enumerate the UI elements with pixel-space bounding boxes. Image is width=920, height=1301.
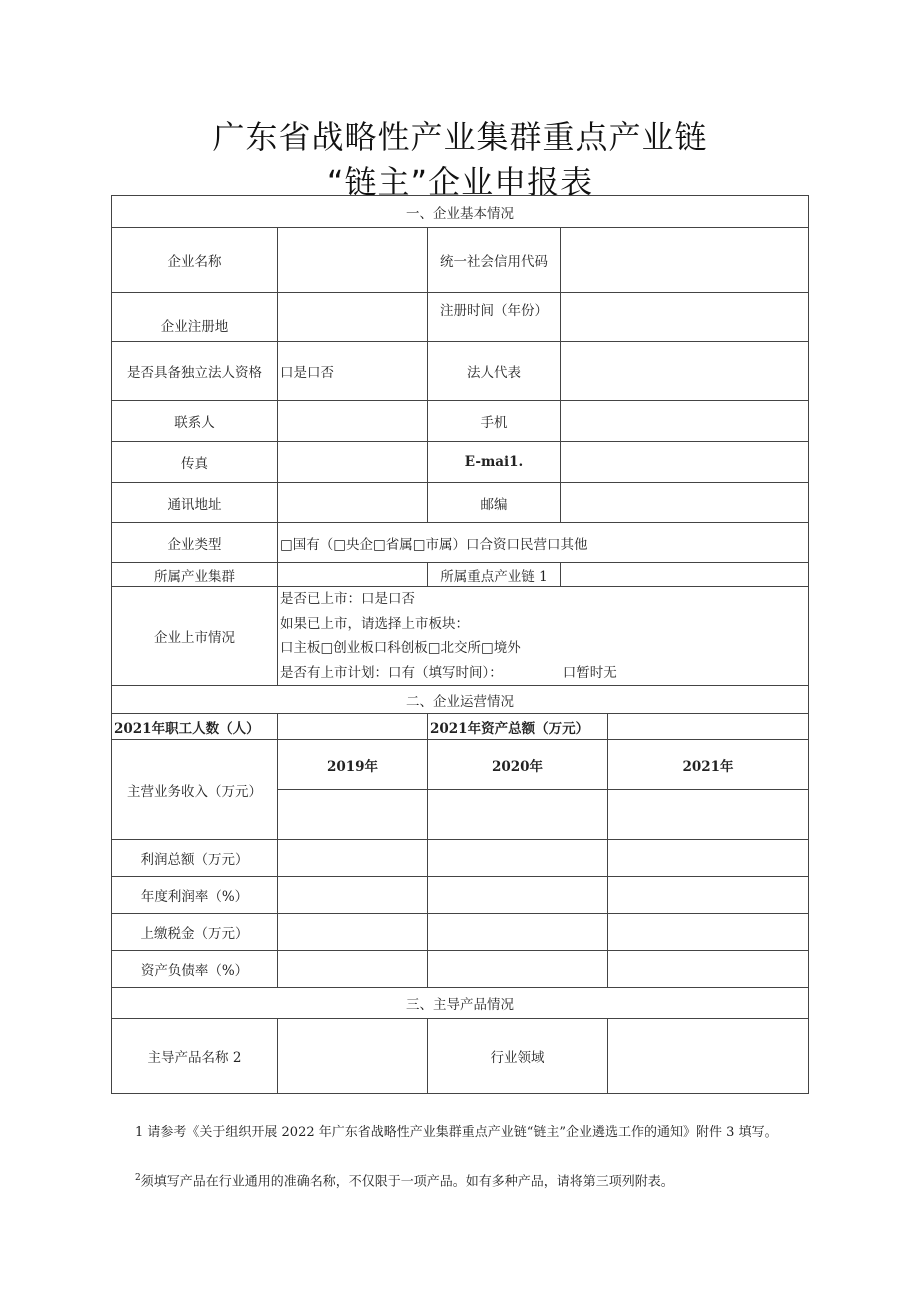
- reg-time-label: 注册时间（年份）: [428, 293, 561, 342]
- credit-code-field[interactable]: [561, 228, 809, 293]
- profit-rate-label: 年度利润率（%）: [112, 877, 278, 914]
- company-type-options[interactable]: □国有（□央企□省属□市属）口合资口民营口其他: [278, 523, 809, 563]
- footnote-2-text: 须填写产品在行业通用的准确名称，不仅限于一项产品。如有多种产品，请将第三项列附表。: [140, 1174, 674, 1190]
- profit-rate-2021-field[interactable]: [608, 877, 809, 914]
- section2-header: 二、企业运营情况: [112, 686, 809, 714]
- listing-line-2: 如果已上市，请选择上市板块：: [280, 615, 469, 632]
- footnote-2: [135, 1167, 805, 1193]
- footnote-1: 1 请参考《关于组织开展 2022 年广东省战略性产业集群重点产业链“链主”企业遴选工作的通知》附件 3 填写。: [135, 1125, 778, 1140]
- profit-2020-field[interactable]: [428, 840, 608, 877]
- company-name-label: 企业名称: [112, 228, 278, 293]
- tax-2021-field[interactable]: [608, 914, 809, 951]
- profit-2021-field[interactable]: [608, 840, 809, 877]
- tax-2019-field[interactable]: [278, 914, 428, 951]
- listing-plan-none[interactable]: 口暂时无: [562, 664, 617, 681]
- mobile-field[interactable]: [561, 401, 809, 442]
- chain-label: 所属重点产业链 1: [428, 563, 561, 587]
- tax-label: 上缴税金（万元）: [112, 914, 278, 951]
- profit-rate-2020-field[interactable]: [428, 877, 608, 914]
- profit-rate-2019-field[interactable]: [278, 877, 428, 914]
- employees-field[interactable]: [278, 714, 428, 740]
- listing-line-1[interactable]: 是否已上市：口是口否: [280, 591, 415, 607]
- legal-status-options[interactable]: 口是口否: [278, 342, 428, 401]
- year-2021: 2021年: [608, 740, 809, 790]
- listing-line-3[interactable]: 口主板□创业板口科创板□北交所□境外: [280, 640, 521, 656]
- debt-ratio-2020-field[interactable]: [428, 951, 608, 988]
- application-form-table: [111, 195, 809, 1094]
- listing-line-4[interactable]: [280, 661, 806, 686]
- legal-rep-label: 法人代表: [428, 342, 561, 401]
- revenue-2020-field[interactable]: [428, 790, 608, 840]
- assets-field[interactable]: [608, 714, 809, 740]
- industry-label: 行业领域: [428, 1019, 608, 1094]
- chain-field[interactable]: [561, 563, 809, 587]
- legal-status-label: 是否具备独立法人资格: [112, 342, 278, 401]
- profit-label: 利润总额（万元）: [112, 840, 278, 877]
- postcode-label: 邮编: [428, 483, 561, 523]
- industry-field[interactable]: [608, 1019, 809, 1094]
- listing-label: 企业上市情况: [112, 587, 278, 686]
- employees-label: 2021年职工人数（人）: [112, 714, 278, 740]
- footnote-2-mark: 2: [135, 1173, 141, 1183]
- revenue-2019-field[interactable]: [278, 790, 428, 840]
- tax-2020-field[interactable]: [428, 914, 608, 951]
- credit-code-label: 统一社会信用代码: [428, 228, 561, 293]
- reg-place-label: 企业注册地: [112, 293, 278, 342]
- section1-header: 一、企业基本情况: [112, 196, 809, 228]
- reg-time-field[interactable]: [561, 293, 809, 342]
- revenue-2021-field[interactable]: [608, 790, 809, 840]
- revenue-label: 主营业务收入（万元）: [112, 740, 278, 840]
- address-field[interactable]: [278, 483, 428, 523]
- email-label: E-mai1.: [428, 442, 561, 483]
- debt-ratio-2019-field[interactable]: [278, 951, 428, 988]
- assets-label: 2021年资产总额（万元）: [428, 714, 608, 740]
- contact-field[interactable]: [278, 401, 428, 442]
- profit-2019-field[interactable]: [278, 840, 428, 877]
- mobile-label: 手机: [428, 401, 561, 442]
- debt-ratio-label: 资产负债率（%）: [112, 951, 278, 988]
- legal-rep-field[interactable]: [561, 342, 809, 401]
- company-type-label: 企业类型: [112, 523, 278, 563]
- contact-label: 联系人: [112, 401, 278, 442]
- product-name-field[interactable]: [278, 1019, 428, 1094]
- listing-plan-text[interactable]: 是否有上市计划：口有（填写时间）：: [280, 664, 503, 681]
- company-name-field[interactable]: [278, 228, 428, 293]
- section3-header: 三、主导产品情况: [112, 988, 809, 1019]
- cluster-label: 所属产业集群: [112, 563, 278, 587]
- fax-label: 传真: [112, 442, 278, 483]
- email-field[interactable]: [561, 442, 809, 483]
- listing-info[interactable]: [278, 587, 809, 686]
- reg-place-field[interactable]: [278, 293, 428, 342]
- address-label: 通讯地址: [112, 483, 278, 523]
- year-2020: 2020年: [428, 740, 608, 790]
- year-2019: 2019年: [278, 740, 428, 790]
- product-name-label: 主导产品名称 2: [112, 1019, 278, 1094]
- debt-ratio-2021-field[interactable]: [608, 951, 809, 988]
- postcode-field[interactable]: [561, 483, 809, 523]
- form-title-line1: 广东省战略性产业集群重点产业链: [212, 118, 708, 156]
- cluster-field[interactable]: [278, 563, 428, 587]
- form-title-line2: “链主”企业申报表: [326, 163, 594, 201]
- fax-field[interactable]: [278, 442, 428, 483]
